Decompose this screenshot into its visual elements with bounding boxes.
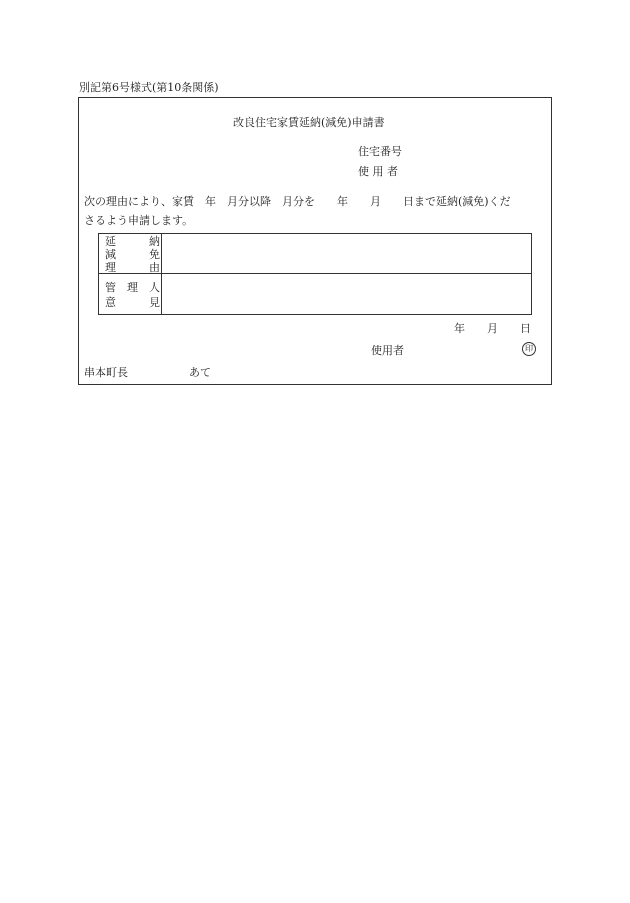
seal-mark: 印 <box>522 342 536 356</box>
reason-value-cell[interactable] <box>162 234 531 273</box>
document-title: 改良住宅家賃延納(減免)申請書 <box>233 116 385 129</box>
reason-label-line: 理 由 <box>105 261 160 274</box>
manager-opinion-row <box>99 274 531 314</box>
manager-opinion-value-cell[interactable] <box>162 274 531 314</box>
house-number-label: 住宅番号 <box>358 145 402 158</box>
manager-label-line: 意 見 <box>105 296 160 309</box>
addressee-suffix: あて <box>189 366 211 379</box>
user-label: 使 用 者 <box>358 165 398 178</box>
reason-label-line: 減 免 <box>105 248 160 261</box>
reason-label-line: 延 納 <box>105 235 160 248</box>
manager-label-cell <box>99 274 162 314</box>
reason-label-cell <box>99 234 162 273</box>
signature-date: 年 月 日 <box>454 322 531 335</box>
form-caption: 別記第6号様式(第10条関係) <box>79 81 219 94</box>
addressee: 串本町長 <box>84 366 128 379</box>
signature-user-label: 使用者 <box>371 344 404 357</box>
manager-label-line: 管 理 人 <box>105 281 160 294</box>
request-text-line-1: 次の理由により、家賃 年 月分以降 月分を 年 月 日まで延納(減免)くだ <box>84 195 511 208</box>
reason-table <box>98 233 532 315</box>
request-text-line-2: さるよう申請します。 <box>84 214 194 227</box>
reason-row <box>99 234 531 274</box>
